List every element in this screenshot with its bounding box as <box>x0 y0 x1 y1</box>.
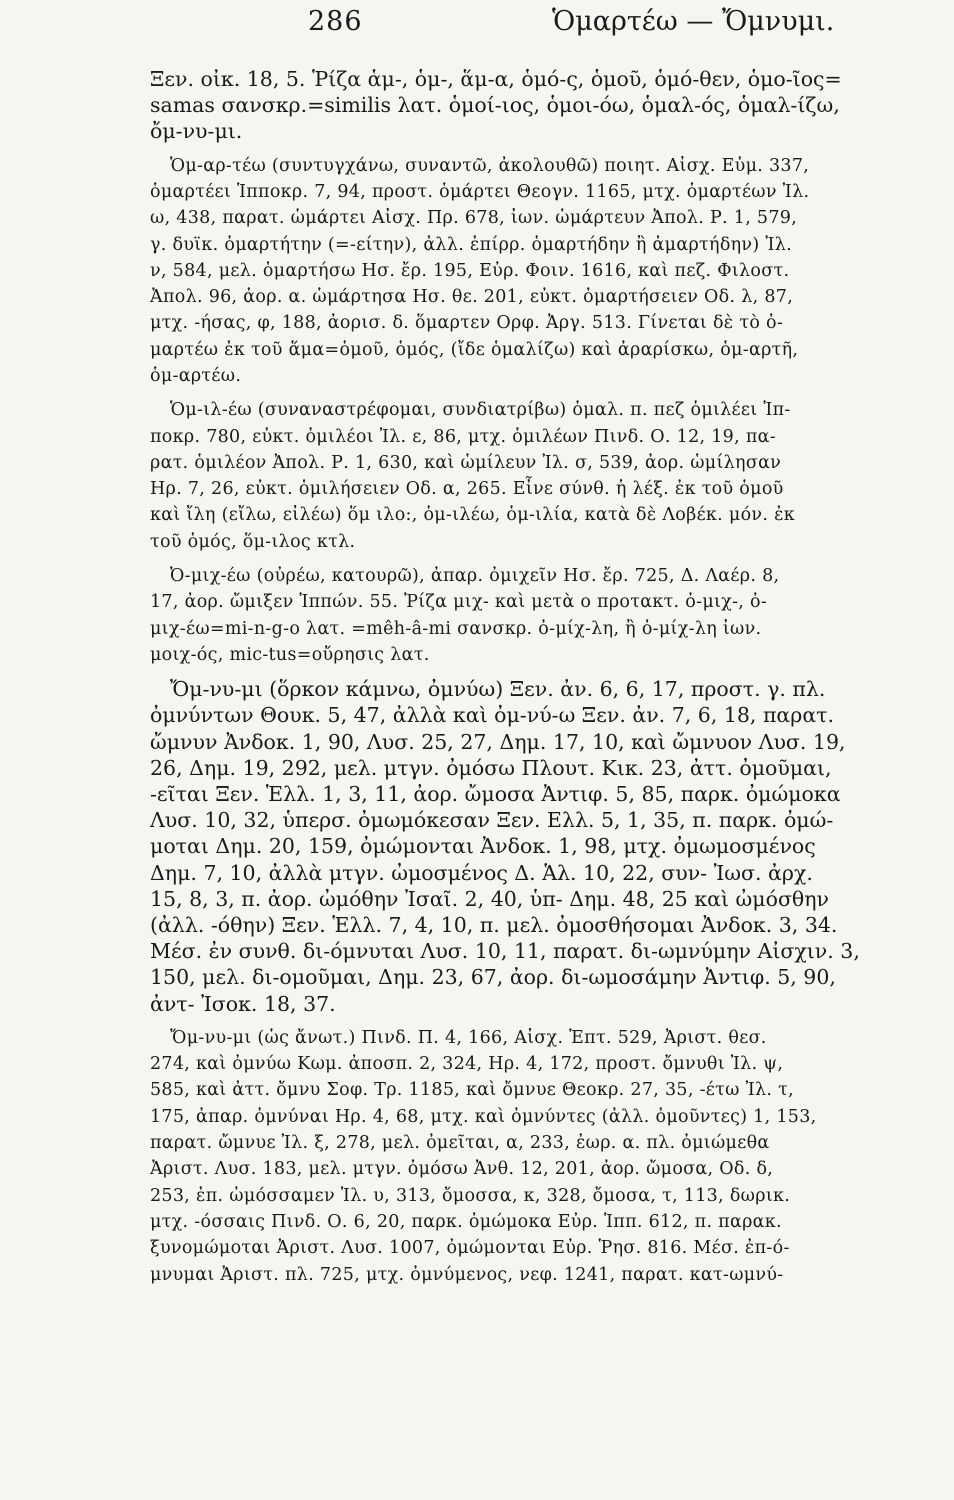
text-line: ξυνομώμοται Ἀριστ. Λυσ. 1007, ὀμώμονται Εὐρ. Ῥησ. 816. Μέσ. ἐπ-ό- <box>150 1238 790 1259</box>
header-title: Ὁμαρτέω — Ὄμνυμι. <box>552 6 835 37</box>
text-line: ὁμ-αρτέω. <box>150 365 242 386</box>
entry-omicheo <box>150 563 914 668</box>
entries-column <box>150 66 914 1288</box>
text-line: ποκρ. 780, εὐκτ. ὁμιλέοι Ἰλ. ε, 86, μτχ. ὁμιλέων Πινδ. Ο. 12, 19, πα- <box>150 426 776 447</box>
text-line: καὶ ἴλη (εἴλω, εἰλέω) ὅμ ιλο:, ὁμ-ιλέω, ὁμ-ιλία, κατὰ δὲ Λοβέκ. μόν. ἐκ <box>150 505 795 526</box>
text-line: Ηρ. 7, 26, εὐκτ. ὁμιλήσειεν Οδ. α, 265. Εἶνε σύνθ. ἡ λέξ. ἐκ τοῦ ὁμοῦ <box>150 479 784 500</box>
entry-headline: Ὁμ-ιλ-έω (συναναστρέφομαι, συνδιατρίβω) ὁμαλ. π. πεζ ὁμιλέει Ἱπ- <box>170 400 791 421</box>
text-line: Δημ. 7, 10, ἀλλὰ μτγν. ὠμοσμένος Δ. Ἁλ. 10, 22, συν- Ἰωσ. ἀρχ. <box>150 860 813 885</box>
text-line: Ξεν. οἰκ. 18, 5. Ῥίζα ἁμ-, ὁμ-, ἅμ-α, ὁμό-ς, ὁμοῦ, ὁμό-θεν, ὁμο-ῖος= <box>150 67 842 91</box>
text-line: μαρτέω ἐκ τοῦ ἅμα=ὁμοῦ, ὁμός, (ἴδε ὁμαλίζω) καὶ ἀραρίσκω, ὁμ-αρτῆ, <box>150 339 799 360</box>
text-line: Λυσ. 10, 32, ὑπερσ. ὀμωμόκεσαν Ξεν. Ελλ. 5, 1, 35, π. παρκ. ὀμώ- <box>150 808 834 833</box>
entry-headline: Ὄμ-νυ-μι (ὅρκον κάμνω, ὀμνύω) Ξεν. ἀν. 6, 6, 17, προστ. γ. πλ. <box>170 677 826 702</box>
text-line: μνυμαι Ἀριστ. πλ. 725, μτχ. ὀμνύμενος, νεφ. 1241, παρατ. κατ-ωμνύ- <box>150 1264 784 1285</box>
text-line: ὀμνύντων Θουκ. 5, 47, ἀλλὰ καὶ ὀμ-νύ-ω Ξεν. ἀν. 7, 6, 18, παρατ. <box>150 703 835 728</box>
text-line: μοται Δημ. 20, 159, ὀμώμονται Ἀνδοκ. 1, 98, μτχ. ὀμωμοσμένος <box>150 834 816 859</box>
text-line: Ἀριστ. Λυσ. 183, μελ. μτγν. ὀμόσω Ἀνθ. 12, 201, ἀορ. ὤμοσα, Οδ. δ, <box>150 1159 774 1180</box>
text-line: γ. δυϊκ. ὁμαρτήτην (=-είτην), ἀλλ. ἐπίρρ. ὁμαρτήδην ἢ ἁμαρτήδην) Ἰλ. <box>150 234 793 255</box>
text-line: (ἀλλ. -όθην) Ξεν. Ἑλλ. 7, 4, 10, π. μελ. ὀμοσθήσομαι Ἀνδοκ. 3, 34. <box>150 913 838 938</box>
page-number: 286 <box>308 6 363 37</box>
text-line: -εῖται Ξεν. Ἑλλ. 1, 3, 11, ἀορ. ὤμοσα Ἀντιφ. 5, 85, παρκ. ὀμώμοκα <box>150 782 841 807</box>
text-line: ω, 438, παρατ. ὡμάρτει Αἰσχ. Πρ. 678, ἰων. ὡμάρτευν Ἀπολ. Ρ. 1, 579, <box>150 208 798 229</box>
text-line: 585, καὶ ἀττ. ὄμνυ Σοφ. Τρ. 1185, καὶ ὄμνυε Θεοκρ. 27, 35, -έτω Ἰλ. τ, <box>150 1080 794 1101</box>
entry-headline: Ὁμ-αρ-τέω (συντυγχάνω, συναντῶ, ἀκολουθῶ) ποιητ. Αἰσχ. Εὐμ. 337, <box>170 155 810 176</box>
text-line: ὁμαρτέει Ἱπποκρ. 7, 94, προστ. ὁμάρτει Θεογν. 1165, μτχ. ὁμαρτέων Ἰλ. <box>150 181 810 202</box>
text-line: μτχ. -όσσαις Πινδ. Ο. 6, 20, παρκ. ὀμώμοκα Εὐρ. Ἱππ. 612, π. παρακ. <box>150 1211 782 1232</box>
text-line: 15, 8, 3, π. ἀορ. ὠμόθην Ἰσαῖ. 2, 40, ὑπ- Δημ. 48, 25 καὶ ὠμόσθην <box>150 886 830 911</box>
text-line: ὄμ-νυ-μι. <box>150 119 243 144</box>
entry-headline: Ὄμ-νυ-μι (ὡς ἄνωτ.) Πινδ. Π. 4, 166, Αἰσχ. Ἑπτ. 529, Ἀριστ. θεσ. <box>170 1027 767 1048</box>
text-line: Ἀπολ. 96, ἀορ. α. ὡμάρτησα Ησ. θε. 201, εὐκτ. ὁμαρτήσειεν Οδ. λ, 87, <box>150 287 794 308</box>
entry-omnymi-1 <box>150 676 914 1017</box>
running-header <box>150 0 914 58</box>
text-line: 175, ἀπαρ. ὀμνύναι Ηρ. 4, 68, μτχ. καὶ ὀμνύντες (ἀλλ. ὀμοῦντες) 1, 153, <box>150 1106 817 1127</box>
text-line: ὤμνυν Ἀνδοκ. 1, 90, Λυσ. 25, 27, Δημ. 17, 10, καὶ ὤμνυον Λυσ. 19, <box>150 729 846 754</box>
text-line: Μέσ. ἐν συνθ. δι-όμνυται Λυσ. 10, 11, παρατ. δι-ωμνύμην Αἰσχιν. 3, <box>150 939 860 964</box>
text-line: ν, 584, μελ. ὁμαρτήσω Ησ. ἔρ. 195, Εὐρ. Φοιν. 1616, καὶ πεζ. Φιλοστ. <box>150 260 790 281</box>
entry-intro-continued <box>150 66 914 145</box>
text-line: ἀντ- Ἰσοκ. 18, 37. <box>150 991 336 1016</box>
text-line: 26, Δημ. 19, 292, μελ. μτγν. ὀμόσω Πλουτ. Κικ. 23, ἀττ. ὀμοῦμαι, <box>150 755 832 780</box>
text-line: τοῦ ὁμός, ὅμ-ιλος κτλ. <box>150 531 356 552</box>
text-line: ρατ. ὁμιλέον Ἀπολ. Ρ. 1, 630, καὶ ὡμίλευν Ἰλ. σ, 539, ἀορ. ὡμίλησαν <box>150 452 782 473</box>
text-line: 274, καὶ ὀμνύω Κωμ. ἀποσπ. 2, 324, Ηρ. 4, 172, προστ. ὄμνυθι Ἰλ. ψ, <box>150 1054 784 1075</box>
entry-omnymi-2 <box>150 1025 914 1288</box>
text-line: 253, ἐπ. ὠμόσσαμεν Ἰλ. υ, 313, ὄμοσσα, κ, 328, ὄμοσα, τ, 113, δωρικ. <box>150 1185 791 1206</box>
text-line: 150, μελ. δι-ομοῦμαι, Δημ. 23, 67, ἀορ. δι-ωμοσάμην Ἀντιφ. 5, 90, <box>150 965 836 990</box>
text-line: 17, ἀορ. ὤμιξεν Ἱππών. 55. Ῥίζα μιχ- καὶ μετὰ ο προτακτ. ὀ-μιχ-, ὀ- <box>150 592 768 613</box>
text-line: μοιχ-ός, mic-tus=οὔρησις λατ. <box>150 644 430 665</box>
entry-omarteo <box>150 153 914 390</box>
text-line: μτχ. -ήσας, φ, 188, ἀορισ. δ. ὅμαρτεν Ορφ. Ἀργ. 513. Γίνεται δὲ τὸ ὁ- <box>150 313 784 334</box>
text-line: μιχ-έω=mi-n-g-o λατ. =mêh-â-mi σανσκρ. ὀ-μίχ-λη, ἢ ὀ-μίχ-λη ἰων. <box>150 618 762 639</box>
text-line: samas σανσκρ.=similis λατ. ὁμοί-ιος, ὁμοι-όω, ὁμαλ-ός, ὁμαλ-ίζω, <box>150 93 840 118</box>
text-line: παρατ. ὤμνυε Ἰλ. ξ, 278, μελ. ὀμεῖται, α, 233, ἐωρ. α. πλ. ὀμιώμεθα <box>150 1133 770 1154</box>
entry-headline: Ὀ-μιχ-έω (οὐρέω, κατουρῶ), ἀπαρ. ὀμιχεῖν Ησ. ἔρ. 725, Δ. Λαέρ. 8, <box>170 566 780 587</box>
entry-omileo <box>150 397 914 555</box>
